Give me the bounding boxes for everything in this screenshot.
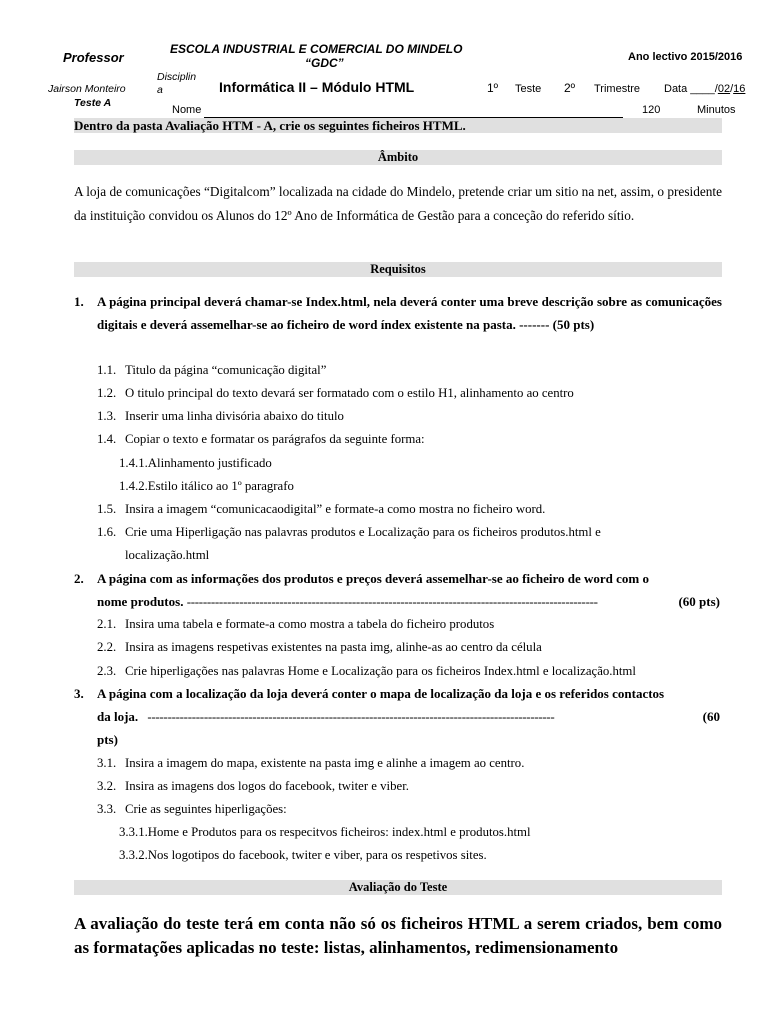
list-item: 3.2. Insira as imagens dos logos do facebook, twiter e viber. <box>97 779 409 793</box>
avaliacao-heading: Avaliação do Teste <box>348 880 448 894</box>
requirement-number: 2. <box>74 571 84 586</box>
trimester-number: 2º <box>564 81 576 95</box>
professor-name: Jairson Monteiro <box>48 83 126 95</box>
school-year: Ano lectivo 2015/2016 <box>628 51 743 63</box>
school-abbr: “GDC” <box>305 56 344 70</box>
list-item: 2.1. Insira uma tabela e formate-a como mostra a tabela do ficheiro produtos <box>97 617 495 631</box>
requirement-text-line2: nome produtos. ------------------------------------------------------------------------------------------------------ (60 pts) <box>74 590 722 613</box>
requirement-text-line2: da loja. ----------------------------------------------------------------------------------------------------- (60 <box>74 705 722 728</box>
duration-value: 120 <box>642 104 661 116</box>
list-item: 3.3.1.Home e Produtos para os respecitvos ficheiros: index.html e produtos.html <box>119 825 531 839</box>
list-item: 1.3. Inserir uma linha divisória abaixo do titulo <box>97 409 344 423</box>
date-separator: / <box>730 83 734 95</box>
list-item: 1.5. Insira a imagem “comunicacaodigital” e formate-a como mostra no ficheiro word. <box>97 502 546 516</box>
test-label: Teste A <box>74 97 112 109</box>
list-item: 1.4.2.Estilo itálico ao 1º paragrafo <box>119 479 294 493</box>
test-word: Teste <box>515 83 542 95</box>
requirement-points: (60 <box>695 705 720 728</box>
list-item: 3.3. Crie as seguintes hiperligações: <box>97 802 287 816</box>
requirement-3 <box>74 682 722 751</box>
requirement-points: (60 pts) <box>676 590 720 613</box>
list-item: 1.4. Copiar o texto e formatar os parágrafos da seguinte forma: <box>97 432 425 446</box>
list-item: 1.6. Crie uma Hiperligação nas palavras produtos e Localização para os ficheiros produtos.html e <box>97 525 601 539</box>
date-field <box>664 83 745 95</box>
requirement-number: 3. <box>74 686 84 701</box>
professor-label: Professor <box>63 50 124 65</box>
requirement-dashes: ------------------------------------------------------------------------------------------------------ <box>186 594 598 609</box>
requirement-points-line: pts) <box>97 732 118 747</box>
ambito-heading: Âmbito <box>377 150 419 164</box>
requisitos-heading: Requisitos <box>370 262 426 276</box>
requirement-text-line1: A página com a localização da loja deverá conter o mapa de localização da loja e os referidos contactos <box>97 686 665 701</box>
list-item: 1.2. O titulo principal do texto devará ser formatado com o estilo H1, alinhamento ao centro <box>97 386 574 400</box>
list-item: 1.1. Titulo da página “comunicação digital” <box>97 363 327 377</box>
list-item-continuation: localização.html <box>125 548 210 562</box>
list-item: 3.3.2.Nos logotipos do facebook, twiter e viber, para os respetivos sites. <box>119 848 487 862</box>
requirement-1 <box>74 290 722 336</box>
ambito-heading-bar <box>74 150 722 165</box>
avaliacao-paragraph: A avaliação do teste terá em conta não só os ficheiros HTML a serem criados, bem como as formatações aplicadas no teste: listas, alinhamentos, redimensionamento <box>74 914 722 957</box>
instruction-bar <box>74 118 722 133</box>
subject-title: Informática II – Módulo HTML <box>219 79 415 95</box>
instruction-text: Dentro da pasta Avaliação HTM - A, crie os seguintes ficheiros HTML. <box>74 118 466 133</box>
name-label: Nome <box>172 104 202 116</box>
list-item: 2.2. Insira as imagens respetivas existentes na pasta img, alinhe-as ao centro da célula <box>97 640 542 654</box>
date-year: 16 <box>733 83 746 95</box>
duration-unit: Minutos <box>697 104 736 116</box>
requirement-2 <box>74 567 722 613</box>
disciplina-label-1: Disciplin <box>157 71 197 83</box>
requisitos-heading-bar <box>74 262 722 277</box>
school-name: ESCOLA INDUSTRIAL E COMERCIAL DO MINDELO <box>170 42 463 56</box>
trimester-word: Trimestre <box>594 83 641 95</box>
list-item: 2.3. Crie hiperligações nas palavras Home e Localização para os ficheiros Index.html e localização.html <box>97 664 636 678</box>
date-month: 02 <box>717 83 731 95</box>
disciplina-label-2: a <box>157 84 163 96</box>
list-item: 1.4.1.Alinhamento justificado <box>119 456 272 470</box>
requirement-dashes: ----------------------------------------------------------------------------------------------------- <box>147 709 555 724</box>
ambito-paragraph: A loja de comunicações “Digitalcom” localizada na cidade do Mindelo, pretende criar um sitio na net, assim, o presidente da instituição convidou os Alunos do 12º Ano de Informática de Gestão para a conceção do referido sítio. <box>74 184 722 223</box>
avaliacao-heading-bar <box>74 880 722 895</box>
date-label: Data ____/ <box>664 83 718 95</box>
requirement-text-line1: A página com as informações dos produtos e preços deverá assemelhar-se ao ficheiro de word com o <box>97 571 649 586</box>
test-number: 1º <box>487 81 499 95</box>
requirement-text: A página principal deverá chamar-se Index.html, nela deverá conter uma breve descrição sobre as comunicações digitais e deverá assemelhar-se ao ficheiro de word índex existente na pasta. ------- (50 pts) <box>97 294 722 332</box>
list-item: 3.1. Insira a imagem do mapa, existente na pasta img e alinhe a imagem ao centro. <box>97 756 525 770</box>
requirement-number: 1. <box>74 294 84 309</box>
